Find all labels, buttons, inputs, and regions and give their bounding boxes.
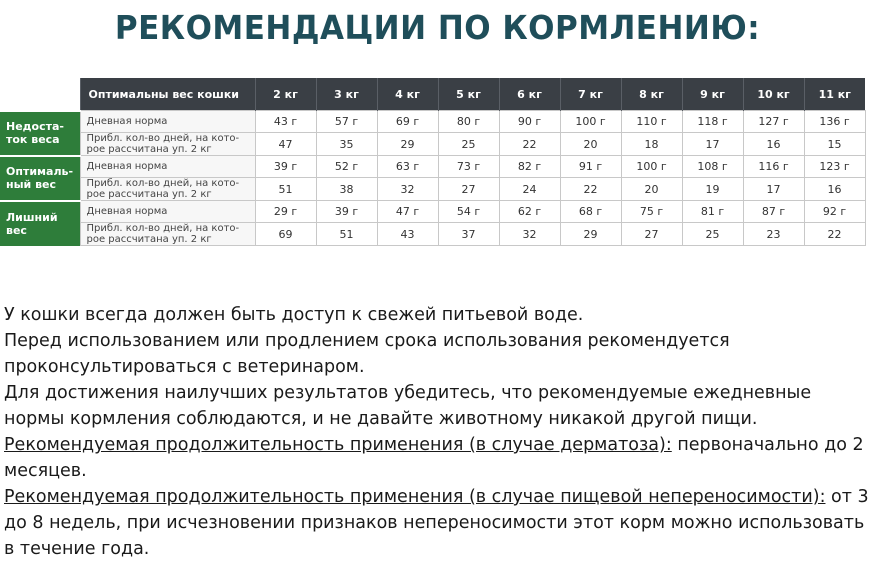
table-cell: 24 bbox=[499, 178, 560, 201]
table-cell: 108 г bbox=[682, 156, 743, 178]
header-weight-cell: 5 кг bbox=[438, 78, 499, 111]
table-cell: 18 bbox=[621, 133, 682, 156]
table-row bbox=[0, 111, 865, 133]
table-cell: 27 bbox=[621, 223, 682, 246]
table-cell: 20 bbox=[560, 133, 621, 156]
group-label: Недоста- ток веса bbox=[0, 111, 80, 156]
table-cell: 17 bbox=[682, 133, 743, 156]
header-weight-cell: 7 кг bbox=[560, 78, 621, 111]
table-cell: 20 bbox=[621, 178, 682, 201]
table-cell: 87 г bbox=[743, 201, 804, 223]
table-row bbox=[0, 133, 865, 156]
table-cell: 91 г bbox=[560, 156, 621, 178]
header-weight-cell: 4 кг bbox=[377, 78, 438, 111]
table-cell: 47 г bbox=[377, 201, 438, 223]
table-cell: 38 bbox=[316, 178, 377, 201]
table-cell: 57 г bbox=[316, 111, 377, 133]
header-weight-cell: 10 кг bbox=[743, 78, 804, 111]
table-cell: 51 bbox=[255, 178, 316, 201]
table-cell: 136 г bbox=[804, 111, 865, 133]
table-cell: 123 г bbox=[804, 156, 865, 178]
row-label: Дневная норма bbox=[80, 111, 255, 133]
table-row bbox=[0, 201, 865, 223]
table-cell: 75 г bbox=[621, 201, 682, 223]
page-title: РЕКОМЕНДАЦИИ ПО КОРМЛЕНИЮ: bbox=[114, 8, 761, 47]
table-cell: 32 bbox=[377, 178, 438, 201]
table-cell: 62 г bbox=[499, 201, 560, 223]
header-weight-cell: 3 кг bbox=[316, 78, 377, 111]
table-cell: 47 bbox=[255, 133, 316, 156]
note-dermatosis bbox=[4, 432, 870, 484]
table-cell: 17 bbox=[743, 178, 804, 201]
row-label: Прибл. кол-во дней, на кото- рое рассчитана уп. 2 кг bbox=[80, 178, 255, 201]
table-cell: 90 г bbox=[499, 111, 560, 133]
note-results: Для достижения наилучших результатов убедитесь, что рекомендуемые ежедневные нормы кормления соблюдаются, и не давайте животному никакой другой пищи. bbox=[4, 383, 812, 429]
header-weight-cell: 11 кг bbox=[804, 78, 865, 111]
table-cell: 22 bbox=[499, 133, 560, 156]
row-label: Прибл. кол-во дней, на кото- рое рассчитана уп. 2 кг bbox=[80, 133, 255, 156]
header-weight-label: Оптимальны вес кошки bbox=[80, 78, 255, 111]
table-cell: 127 г bbox=[743, 111, 804, 133]
table-cell: 37 bbox=[438, 223, 499, 246]
table-cell: 82 г bbox=[499, 156, 560, 178]
table-row bbox=[0, 223, 865, 246]
table-cell: 15 bbox=[804, 133, 865, 156]
table-cell: 54 г bbox=[438, 201, 499, 223]
feeding-notes bbox=[4, 302, 870, 562]
table-cell: 110 г bbox=[621, 111, 682, 133]
note-intolerance-text: от 3 до 8 недель, при исчезновении признаков непереносимости этот корм можно использовать в течение года. bbox=[4, 487, 869, 559]
table-cell: 51 bbox=[316, 223, 377, 246]
group-label: Оптималь- ный вес bbox=[0, 156, 80, 201]
table-cell: 80 г bbox=[438, 111, 499, 133]
feeding-table bbox=[0, 78, 866, 246]
note-vet: Перед использованием или продлением срока использования рекомендуется проконсультироваться с ветеринаром. bbox=[4, 331, 730, 377]
table-cell: 35 bbox=[316, 133, 377, 156]
table-cell: 81 г bbox=[682, 201, 743, 223]
table-cell: 63 г bbox=[377, 156, 438, 178]
table-cell: 100 г bbox=[621, 156, 682, 178]
header-weight-cell: 8 кг bbox=[621, 78, 682, 111]
table-cell: 43 bbox=[377, 223, 438, 246]
table-header-row bbox=[0, 78, 865, 111]
table-row bbox=[0, 156, 865, 178]
table-cell: 29 bbox=[560, 223, 621, 246]
note-dermatosis-heading: Рекомендуемая продолжительность применения (в случае дерматоза): bbox=[4, 435, 672, 455]
table-cell: 16 bbox=[743, 133, 804, 156]
row-label: Прибл. кол-во дней, на кото- рое рассчитана уп. 2 кг bbox=[80, 223, 255, 246]
table-cell: 116 г bbox=[743, 156, 804, 178]
table-cell: 69 г bbox=[377, 111, 438, 133]
row-label: Дневная норма bbox=[80, 201, 255, 223]
table-cell: 23 bbox=[743, 223, 804, 246]
note-intolerance bbox=[4, 484, 870, 562]
table-cell: 19 bbox=[682, 178, 743, 201]
note-dermatosis-text: первоначально до 2 месяцев. bbox=[4, 435, 864, 481]
table-cell: 16 bbox=[804, 178, 865, 201]
table-cell: 39 г bbox=[255, 156, 316, 178]
table-row bbox=[0, 178, 865, 201]
header-blank-cell bbox=[0, 78, 80, 111]
table-cell: 52 г bbox=[316, 156, 377, 178]
group-label: Лишний вес bbox=[0, 201, 80, 246]
table-cell: 100 г bbox=[560, 111, 621, 133]
table-cell: 29 г bbox=[255, 201, 316, 223]
table-cell: 25 bbox=[438, 133, 499, 156]
table-cell: 118 г bbox=[682, 111, 743, 133]
table-cell: 69 bbox=[255, 223, 316, 246]
table-cell: 92 г bbox=[804, 201, 865, 223]
note-intolerance-heading: Рекомендуемая продолжительность применения (в случае пищевой непереносимости): bbox=[4, 487, 826, 507]
table-cell: 39 г bbox=[316, 201, 377, 223]
row-label: Дневная норма bbox=[80, 156, 255, 178]
header-weight-cell: 9 кг bbox=[682, 78, 743, 111]
table-cell: 73 г bbox=[438, 156, 499, 178]
table-cell: 68 г bbox=[560, 201, 621, 223]
table-cell: 32 bbox=[499, 223, 560, 246]
table-cell: 27 bbox=[438, 178, 499, 201]
table-cell: 22 bbox=[804, 223, 865, 246]
table-cell: 29 bbox=[377, 133, 438, 156]
table-cell: 25 bbox=[682, 223, 743, 246]
header-weight-cell: 2 кг bbox=[255, 78, 316, 111]
table-cell: 22 bbox=[560, 178, 621, 201]
note-water: У кошки всегда должен быть доступ к свежей питьевой воде. bbox=[4, 305, 584, 325]
header-weight-cell: 6 кг bbox=[499, 78, 560, 111]
table-cell: 43 г bbox=[255, 111, 316, 133]
